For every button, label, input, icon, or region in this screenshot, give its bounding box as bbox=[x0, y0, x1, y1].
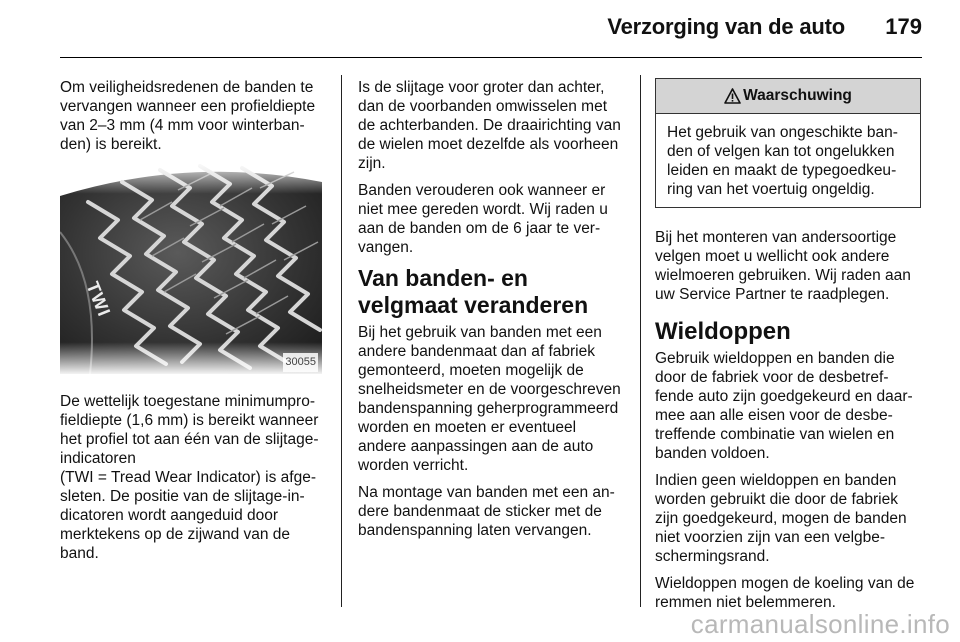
watermark: carmanualsonline.info bbox=[690, 609, 950, 639]
tire-tread-illustration bbox=[60, 162, 322, 374]
figure-number: 30055 bbox=[283, 353, 318, 372]
column-2 bbox=[358, 78, 628, 548]
warning-box bbox=[655, 78, 921, 208]
twi-marking: TWI bbox=[82, 278, 115, 320]
paragraph-wheel-nuts: Bij het monteren van andersoortige velgen moet u wellicht ook andere wielmoeren gebruiken. Wij raden aan uw Service Partner te raadplegen. bbox=[655, 229, 911, 303]
tire-tread-figure bbox=[60, 162, 322, 374]
paragraph-twi: (TWI = Tread Wear Indicator) is afgesleten. De positie van de slijtage-indicatoren wordt aangeduid door merktekens op de zijwand van de band. bbox=[60, 469, 316, 562]
paragraph-wear-swap: Is de slijtage voor groter dan achter, dan de voorbanden omwisselen met de achterbanden. De draairichting van de wielen moet dezelfde als voorheen zijn. bbox=[358, 79, 621, 172]
paragraph-rim-protection: Indien geen wieldoppen en banden worden gebruikt die door de fabriek zijn goedgekeurd, mogen de banden niet voorzien zijn van een velgbeschermingsrand. bbox=[655, 472, 907, 565]
page-header-title: Verzorging van de auto bbox=[607, 14, 845, 39]
paragraph-brake-cooling: Wieldoppen mogen de koeling van de remmen niet belemmeren. bbox=[655, 575, 915, 611]
column-divider-left bbox=[341, 75, 342, 607]
paragraph-approved-hubcaps: Gebruik wieldoppen en banden die door de fabriek voor de desbetreffende auto zijn goedgekeurd en daarmee aan alle eisen voor de desbetreffende combinatie van wielen en banden voldoen. bbox=[655, 350, 913, 462]
paragraph-aging: Banden verouderen ook wanneer er niet mee gereden wordt. Wij raden u aan de banden om de 6 jaar te vervangen. bbox=[358, 182, 608, 256]
paragraph-sticker: Na montage van banden met een andere bandenmaat de sticker met de bandenspanning laten vervangen. bbox=[358, 484, 615, 539]
header-rule bbox=[60, 57, 922, 58]
page-number: 179 bbox=[885, 14, 922, 39]
paragraph-tread-depth: Om veiligheidsredenen de banden te vervangen wanneer een profieldiepte van 2–3 mm (4 mm voor winterbanden) is bereikt. bbox=[60, 79, 316, 153]
paragraph-other-size: Bij het gebruik van banden met een andere bandenmaat dan af fabriek gemonteerd, moeten mogelijk de snelheidsmeter en de voorgeschreven bandenspanning geherprogrammeerd worden en moeten er eventueel andere aanpassingen aan de auto worden verricht. bbox=[358, 324, 621, 474]
column-divider-right bbox=[640, 75, 641, 607]
paragraph-minimum-depth: De wettelijk toegestane minimumprofieldiepte (1,6 mm) is bereikt wanneer het profiel tot aan één van de slijtage-indicatoren bbox=[60, 393, 319, 467]
warning-header bbox=[656, 79, 920, 114]
warning-title: Waarschuwing bbox=[743, 87, 852, 104]
warning-triangle-icon bbox=[724, 83, 741, 117]
warning-text: Het gebruik van ongeschikte banden of velgen kan tot ongelukken leiden en maakt de typegoedkeuring van het voertuig ongeldig. bbox=[667, 124, 898, 198]
section-heading-size-change: Van banden- en velgmaat veranderen bbox=[358, 265, 589, 318]
column-3 bbox=[655, 78, 921, 620]
column-1 bbox=[60, 78, 326, 571]
section-heading-hubcaps: Wieldoppen bbox=[655, 318, 791, 345]
